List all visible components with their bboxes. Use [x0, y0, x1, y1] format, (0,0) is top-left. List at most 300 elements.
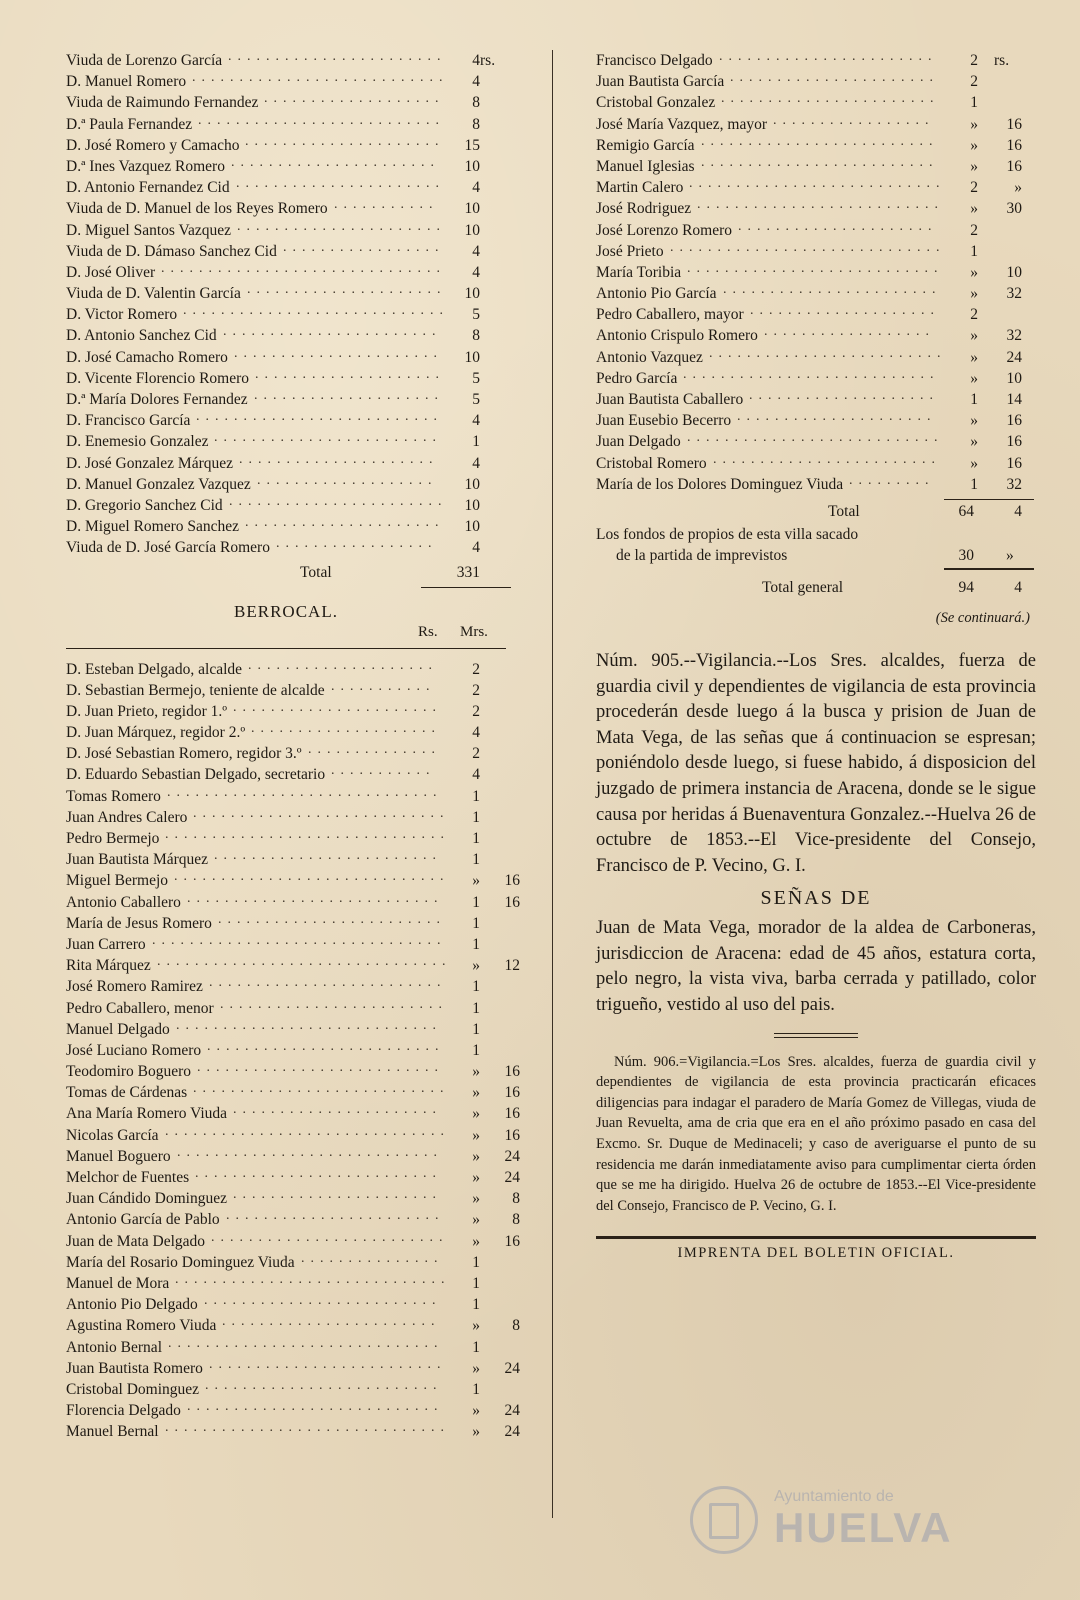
entry-name: D. Eduardo Sebastian Delgado, secretario [66, 766, 326, 784]
leader-dots: ................... [264, 91, 445, 107]
leader-dots: ..................... [737, 409, 937, 425]
entry-name: Antonio García de Pablo [66, 1211, 220, 1229]
entry-reales: 4 [472, 766, 480, 784]
entry-maravedis: 24 [504, 1423, 520, 1441]
entry-reales: 2 [472, 745, 480, 763]
entry-maravedis: 16 [1006, 136, 1022, 154]
entry-name: Manuel Boguero [66, 1147, 171, 1165]
entry-maravedis: 24 [504, 1169, 520, 1186]
senas-title: SEÑAS DE [760, 887, 872, 910]
entry-maravedis: 32 [1006, 285, 1022, 303]
entry-name: Tomas de Cárdenas [66, 1084, 188, 1102]
col-header-rs: Rs. [418, 623, 438, 640]
entry-maravedis: 24 [504, 1359, 520, 1377]
contributor-list-continued [596, 50, 1036, 495]
leader-dots: ........................ [220, 996, 448, 1012]
entry-name: Agustina Romero Viuda [66, 1317, 217, 1335]
entry-reales: 2 [472, 702, 480, 720]
entry-maravedis: 16 [504, 872, 520, 890]
leader-dots: ...................... [233, 1102, 442, 1118]
leader-dots: ................... [257, 472, 438, 488]
subtotal-mrs: 4 [1014, 502, 1022, 520]
entry-reales: » [472, 1084, 480, 1102]
entry-name: D.ª Paula Fernandez [66, 115, 193, 133]
leader-dots: ................. [276, 536, 438, 552]
fondos-mrs: » [1006, 546, 1014, 564]
total-row [66, 559, 506, 587]
list-item [66, 1229, 520, 1252]
entry-name: D. Francisco García [66, 412, 191, 430]
entry-reales: » [472, 1190, 480, 1208]
entry-name: Juan Bautista Márquez [66, 851, 209, 869]
leader-dots: ......................... [701, 133, 939, 149]
leader-dots: ............................... [157, 954, 452, 970]
entry-reales: 1 [472, 914, 480, 932]
entry-name: Juan Bautista García [596, 73, 725, 91]
entry-reales: 1 [472, 787, 480, 805]
entry-reales: 4 [472, 539, 480, 557]
entry-name: D. Miguel Santos Vazquez [66, 221, 232, 239]
entry-reales: 1 [472, 851, 480, 869]
leader-dots: ........................... [687, 430, 944, 446]
entry-reales: 4 [472, 52, 480, 69]
entry-name: Viuda de Lorenzo García [66, 52, 223, 69]
leader-dots: ........................... [687, 260, 944, 276]
entry-name: José Romero Ramirez [66, 978, 203, 996]
leader-dots: ...................... [236, 176, 445, 192]
entry-name: Martin Calero [596, 179, 684, 197]
column-headers [66, 624, 506, 648]
section-separator [774, 1033, 858, 1038]
subtotal-row [596, 500, 1036, 524]
leader-dots: ....................... [229, 493, 448, 509]
leader-dots: ...................... [234, 345, 443, 361]
entry-reales: » [970, 263, 978, 281]
leader-dots: ....................... [222, 1314, 441, 1330]
entry-name: D. José Romero y Camacho [66, 136, 240, 154]
list-item [66, 177, 506, 198]
leader-dots: .............. [308, 742, 441, 758]
entry-unit: rs. [994, 52, 1010, 69]
entry-name: José María Vazquez, mayor [596, 115, 768, 133]
entry-maravedis: 10 [1006, 263, 1022, 281]
leader-dots: ........................ [218, 911, 446, 927]
leader-dots: ...................... [730, 70, 939, 86]
leader-dots: ...................... [233, 699, 442, 715]
entry-maravedis: 16 [1006, 412, 1022, 430]
entry-reales: » [472, 1063, 480, 1081]
entry-reales: » [970, 348, 978, 366]
entry-name: D. Sebastian Bermejo, teniente de alcalde [66, 681, 325, 699]
entry-name: Juan de Mata Delgado [66, 1232, 206, 1250]
leader-dots: ......................... [204, 1293, 442, 1309]
entry-reales: » [970, 157, 978, 175]
entry-name: Teodomiro Boguero [66, 1063, 192, 1081]
leader-dots: ........................... [683, 366, 940, 382]
entry-name: María de los Dolores Dominguez Viuda [596, 475, 844, 493]
entry-name: Viuda de D. Dámaso Sanchez Cid [66, 242, 277, 260]
leader-dots: ....................... [719, 49, 938, 64]
entry-reales: » [472, 1317, 480, 1335]
entry-reales: 10 [464, 475, 480, 493]
entry-name: Viuda de Raimundo Fernandez [66, 94, 259, 112]
column-divider [552, 50, 553, 1518]
entry-reales: 4 [472, 412, 480, 430]
leader-dots: ......... [849, 472, 935, 488]
leader-dots: .............................. [161, 260, 446, 276]
entry-reales: 2 [970, 73, 978, 91]
fondos-line2: de la partida de imprevistos [616, 546, 788, 564]
entry-maravedis: 32 [1006, 475, 1022, 493]
entry-maravedis: 16 [1006, 157, 1022, 175]
entry-name: D. Juan Márquez, regidor 2.º [66, 724, 246, 742]
leader-dots: ....................... [226, 1208, 445, 1224]
entry-maravedis: » [1014, 179, 1022, 197]
total-rule [421, 587, 511, 588]
entry-reales: 1 [970, 94, 978, 112]
entry-reales: » [970, 115, 978, 133]
entry-maravedis: 10 [1006, 369, 1022, 387]
entry-name: D. José Camacho Romero [66, 348, 228, 366]
entry-name: D. Enemesio Gonzalez [66, 433, 209, 451]
entry-reales: » [970, 454, 978, 472]
leader-dots: .......................... [198, 112, 445, 128]
col-header-mrs: Mrs. [460, 623, 488, 640]
grand-total-row [596, 576, 1036, 600]
entry-maravedis: 16 [1006, 433, 1022, 451]
entry-name: Antonio Vazquez [596, 348, 703, 366]
entry-reales: 2 [970, 179, 978, 197]
entry-name: D.ª María Dolores Fernandez [66, 391, 248, 408]
entry-name: Juan Eusebio Becerro [596, 412, 732, 430]
entry-name: D. Gregorio Sanchez Cid [66, 496, 223, 514]
entry-reales: » [970, 327, 978, 345]
entry-reales: 1 [472, 1274, 480, 1292]
leader-dots: ..................... [245, 133, 445, 149]
entry-name: María Toribia [596, 263, 682, 281]
entry-reales: 1 [472, 433, 480, 451]
leader-dots: ............................. [167, 784, 443, 800]
entry-name: Florencia Delgado [66, 1402, 181, 1420]
leader-dots: ..................... [247, 282, 447, 298]
entry-reales: 1 [970, 391, 978, 408]
entry-reales: » [472, 957, 480, 975]
entry-name: José Luciano Romero [66, 1041, 202, 1059]
entry-name: D. Juan Prieto, regidor 1.º [66, 702, 228, 720]
entry-name: Antonio Crispulo Romero [596, 327, 758, 345]
total-value: 331 [456, 563, 480, 581]
leader-dots: ............................... [152, 932, 447, 948]
entry-reales: 1 [472, 1296, 480, 1314]
leader-dots: ......................... [205, 1377, 443, 1393]
entry-reales: 1 [970, 475, 978, 493]
entry-name: Antonio Pio García [596, 285, 717, 303]
leader-dots: .................... [254, 388, 444, 403]
entry-name: Viuda de D. Valentin García [66, 285, 241, 303]
entry-name: Manuel Bernal [66, 1423, 159, 1441]
entry-name: Melchor de Fuentes [66, 1169, 190, 1186]
entry-name: D. Esteban Delgado, alcalde [66, 660, 243, 678]
leader-dots: .................. [764, 324, 935, 340]
entry-name: Pedro Bermejo [66, 830, 160, 847]
leader-dots: ............................ [177, 1144, 443, 1160]
entry-name: D. Vicente Florencio Romero [66, 369, 250, 387]
leader-dots: ....................... [723, 282, 942, 298]
entry-reales: 1 [472, 808, 480, 826]
entry-maravedis: 12 [504, 957, 520, 975]
contributor-list [66, 50, 506, 559]
entry-name: D. Antonio Fernandez Cid [66, 179, 230, 197]
leader-dots: ....................... [228, 49, 447, 64]
list-item [66, 743, 506, 764]
article-905: Núm. 905.--Vigilancia.--Los Sres. alcaldes, fuerza de guardia civil y dependientes de vigilancia de esta provincia procederán desde luego á la busca y prision de Juan de Mata Vega, de las señas que á continuacion se espresan; poniéndolo desde luego, si fuese habido, á disposicion del juzgado de primera instancia de Aracena, donde se le sigue causa por heridas á Buenaventura Gonzalez.--Huelva 26 de octubre de 1853.--El Vice-presidente del Consejo, Francisco de P. Vecino, G. I. [596, 650, 1036, 876]
entry-reales: 1 [970, 242, 978, 260]
entry-reales: 5 [472, 391, 480, 408]
entry-reales: 1 [472, 999, 480, 1017]
entry-reales: 10 [464, 221, 480, 239]
entry-maravedis: 16 [504, 1232, 520, 1250]
leader-dots: .............................. [165, 827, 450, 842]
entry-reales: 1 [472, 978, 480, 996]
leader-dots: ..................... [245, 515, 445, 531]
entry-maravedis: 30 [1006, 200, 1022, 218]
total-label: Total [300, 563, 332, 581]
entry-maravedis: 24 [1006, 348, 1022, 366]
entry-name: D. Victor Romero [66, 306, 178, 324]
leader-dots: ........................ [214, 430, 442, 446]
entry-name: Juan Delgado [596, 433, 681, 451]
entry-unit: rs. [480, 52, 496, 69]
leader-dots: ........... [331, 763, 436, 779]
entry-name: Miguel Bermejo [66, 872, 169, 890]
leader-dots: ......................... [709, 345, 947, 361]
entry-name: Manuel de Mora [66, 1274, 170, 1292]
list-item [66, 1420, 520, 1442]
list-item [596, 453, 1036, 474]
entry-name: Manuel Delgado [66, 1020, 170, 1038]
entry-reales: 1 [472, 1253, 480, 1271]
entry-reales: 4 [472, 73, 480, 91]
entry-reales: 1 [472, 1338, 480, 1356]
leader-dots: .......................... [697, 197, 944, 213]
entry-name: Antonio Bernal [66, 1338, 162, 1356]
right-column [596, 50, 1036, 1262]
leader-dots: .................... [255, 366, 445, 382]
entry-reales: » [472, 1126, 480, 1144]
entry-maravedis: 16 [504, 893, 520, 911]
entry-reales: » [472, 872, 480, 890]
press-rule [596, 1236, 1036, 1239]
subtotal-rs: 64 [958, 502, 974, 520]
entry-name: Pedro García [596, 369, 678, 387]
entry-reales: 4 [472, 724, 480, 742]
entry-reales: 10 [464, 348, 480, 366]
entry-name: Cristobal Romero [596, 454, 707, 472]
leader-dots: .............................. [165, 1123, 450, 1139]
grand-total-label: Total general [762, 578, 844, 596]
leader-dots: ......................... [209, 975, 447, 991]
entry-maravedis: 16 [504, 1126, 520, 1144]
entry-name: Cristobal Dominguez [66, 1380, 200, 1398]
entry-name: D. Manuel Gonzalez Vazquez [66, 475, 251, 493]
leader-dots: ......................... [211, 1229, 449, 1245]
entry-reales: » [970, 433, 978, 451]
shield-icon [690, 1486, 758, 1554]
entry-reales: 1 [472, 935, 480, 953]
berrocal-list [66, 657, 520, 1443]
entry-reales: » [472, 1147, 480, 1165]
leader-dots: ....................... [721, 91, 940, 107]
entry-reales: » [472, 1211, 480, 1229]
leader-dots: ............... [301, 1250, 444, 1266]
leader-dots: ....................... [223, 324, 442, 340]
entry-reales: 4 [472, 263, 480, 281]
entry-maravedis: 16 [504, 1084, 520, 1102]
entry-reales: 8 [472, 94, 480, 112]
leader-dots: ........................ [713, 451, 941, 467]
subtotal-label: Total [828, 502, 860, 520]
fondos-row [596, 524, 1036, 568]
leader-dots: ........................... [187, 1399, 444, 1415]
entry-reales: 2 [970, 221, 978, 239]
entry-name: Viuda de D. Manuel de los Reyes Romero [66, 200, 328, 218]
leader-dots: ............................. [670, 239, 946, 255]
leader-dots: ........... [334, 197, 439, 213]
list-item [596, 474, 1036, 495]
entry-reales: 4 [472, 454, 480, 472]
entry-name: D. José Sebastian Romero, regidor 3.º [66, 745, 302, 763]
entry-name: Viuda de D. José García Romero [66, 539, 270, 557]
entry-reales: 2 [472, 660, 480, 678]
entry-reales: 15 [464, 136, 480, 154]
leader-dots: .................... [248, 657, 438, 673]
entry-name: Antonio Caballero [66, 893, 181, 911]
entry-reales: » [970, 412, 978, 430]
entry-reales: » [472, 1232, 480, 1250]
leader-dots: .................... [251, 721, 441, 737]
entry-maravedis: 16 [504, 1063, 520, 1081]
entry-name: Juan Bautista Romero [66, 1359, 203, 1377]
entry-maravedis: 8 [512, 1211, 520, 1229]
entry-reales: » [970, 285, 978, 303]
entry-maravedis: 16 [1006, 454, 1022, 472]
watermark-logo [690, 1482, 1000, 1562]
entry-reales: 2 [472, 681, 480, 699]
entry-reales: 10 [464, 285, 480, 303]
header-rule [66, 648, 506, 649]
leader-dots: ........................... [193, 1081, 450, 1097]
list-item [66, 659, 506, 680]
entry-reales: 10 [464, 157, 480, 175]
section-title: BERROCAL. [234, 601, 338, 621]
fondos-line1: Los fondos de propios de esta villa sacado [596, 525, 859, 543]
entry-reales: » [970, 369, 978, 387]
entry-name: Antonio Pio Delgado [66, 1296, 198, 1314]
entry-name: D.ª Ines Vazquez Romero [66, 157, 225, 175]
entry-reales: 2 [970, 306, 978, 324]
watermark-line1: Ayuntamiento de [774, 1488, 894, 1505]
entry-name: Nicolas García [66, 1126, 159, 1144]
leader-dots: ........................ [214, 848, 442, 864]
leader-dots: ............................. [174, 869, 450, 885]
left-column [66, 49, 520, 1442]
entry-reales: 2 [970, 52, 978, 69]
entry-maravedis: 16 [504, 1105, 520, 1123]
leader-dots: ................. [773, 112, 935, 128]
entry-reales: 4 [472, 179, 480, 197]
leader-dots: ..................... [239, 451, 439, 467]
imprenta-line: IMPRENTA DEL BOLETIN OFICIAL. [677, 1245, 955, 1262]
entry-name: Juan Cándido Dominguez [66, 1190, 228, 1208]
entry-reales: » [472, 1105, 480, 1123]
leader-dots: ........................... [192, 70, 449, 86]
entry-name: María de Jesus Romero [66, 914, 212, 932]
leader-dots: ........................... [187, 890, 444, 906]
entry-reales: 5 [472, 369, 480, 387]
leader-dots: ..................... [738, 218, 938, 234]
leader-dots: .......................... [196, 409, 443, 425]
watermark-line2: HUELVA [774, 1504, 953, 1551]
entry-name: Pedro Caballero, menor [66, 999, 214, 1017]
entry-reales: 10 [464, 518, 480, 536]
leader-dots: .......................... [195, 1166, 442, 1181]
leader-dots: ...................... [231, 154, 440, 170]
entry-maravedis: 8 [512, 1317, 520, 1335]
leader-dots: ............................ [183, 303, 449, 319]
entry-maravedis: 16 [1006, 115, 1022, 133]
entry-reales: 10 [464, 496, 480, 514]
entry-name: D. José Gonzalez Márquez [66, 454, 233, 472]
leader-dots: ............................. [175, 1271, 451, 1287]
leader-dots: .......................... [197, 1060, 444, 1076]
leader-dots: ........................... [193, 805, 450, 821]
entry-name: D. Miguel Romero Sanchez [66, 518, 240, 536]
entry-name: D. José Oliver [66, 263, 156, 281]
grand-total-mrs: 4 [1014, 578, 1022, 596]
entry-reales: 4 [472, 242, 480, 260]
leader-dots: ........... [331, 678, 436, 694]
entry-reales: 8 [472, 115, 480, 133]
entry-name: Ana María Romero Viuda [66, 1105, 228, 1123]
entry-maravedis: 24 [504, 1147, 520, 1165]
leader-dots: ......................... [207, 1038, 445, 1054]
entry-name: Cristobal Gonzalez [596, 94, 716, 112]
entry-reales: 1 [472, 830, 480, 847]
leader-dots: .................... [750, 303, 940, 319]
leader-dots: ............................. [168, 1335, 444, 1351]
entry-reales: 1 [472, 1041, 480, 1059]
entry-name: Pedro Caballero, mayor [596, 306, 744, 324]
entry-maravedis: 24 [504, 1402, 520, 1420]
entry-maravedis: 32 [1006, 327, 1022, 345]
leader-dots: ............................ [176, 1017, 442, 1033]
list-item [66, 722, 506, 743]
leader-dots: ...................... [233, 1187, 442, 1203]
senas-text: Juan de Mata Vega, morador de la aldea de Carboneras, jurisdiccion de Aracena: edad de 45 años, estatura corta, pelo negro, la vista viva, barba cerrada y patillado, color trigueño, vestido al uso del pais. [596, 918, 1036, 1016]
entry-name: D. Antonio Sanchez Cid [66, 327, 217, 345]
entry-name: Juan Carrero [66, 935, 146, 953]
entry-name: José Lorenzo Romero [596, 221, 733, 239]
leader-dots: .................... [749, 388, 939, 403]
entry-reales: » [472, 1359, 480, 1377]
entry-name: Juan Andres Calero [66, 808, 188, 826]
entry-maravedis: 14 [1006, 391, 1022, 408]
leader-dots: .............................. [165, 1420, 450, 1436]
entry-reales: » [970, 200, 978, 218]
entry-name: D. Manuel Romero [66, 73, 187, 91]
entry-name: José Rodriguez [596, 200, 692, 218]
article-906: Núm. 906.=Vigilancia.=Los Sres. alcaldes, fuerza de guardia civil y dependientes de vigilancia de esta provincia practicarán eficaces diligencias para indagar el paradero de María Gomez de Villegas, viuda de Juan Revuelta, ama de cria que era en el año próximo pasado en casa del Excmo. Sr. Duque de Medinaceli; y caso de averiguarse el punto de su residencia me darán inmediatamente aviso para cumplimentar cierta órden que se me ha dirigido. Huelva 26 de octubre de 1853.--El Vice-presidente del Consejo, Francisco de P. Vecino, G. I. [596, 1053, 1036, 1214]
